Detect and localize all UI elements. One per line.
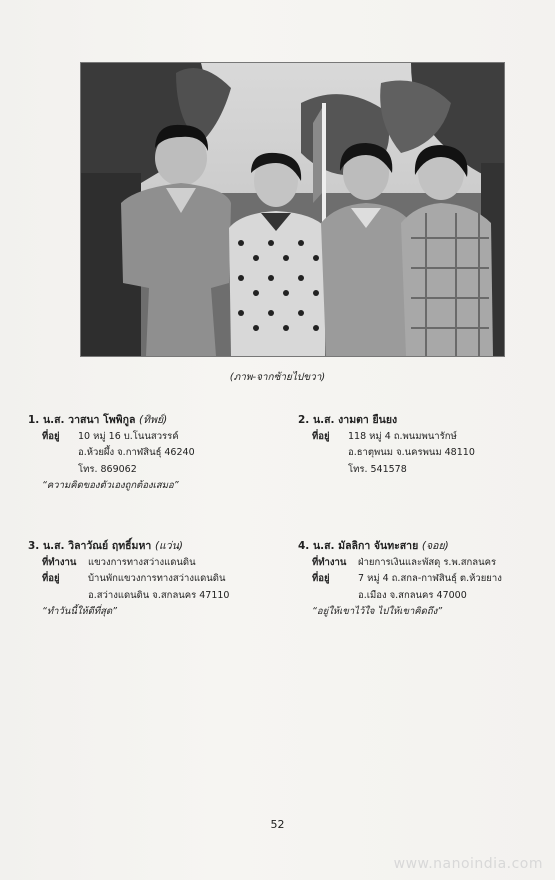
entry-1 [28,412,278,495]
entry-3-name: น.ส. วิลาวัณย์ ฤทธิ์มหา [42,540,152,552]
entry-4-nickname: (จอย) [421,540,449,552]
address-label: ที่อยู่ [42,573,60,584]
entry-2-name: น.ส. งามตา ยืนยง [312,414,398,426]
address-text: บ้านพักแขวงการทางสว่างแดนดิน [88,573,226,584]
work-label: ที่ทำงาน [42,556,77,568]
entry-1-phone: โทร. 869062 [78,463,137,475]
work-label: ที่ทำงาน [312,556,347,568]
entry-3 [28,538,288,621]
entry-2-header [298,412,538,429]
address-label: ที่อยู่ [42,430,60,442]
entry-3-nickname: (แว่น) [154,540,183,552]
entry-3-work [28,555,288,572]
address-text: 118 หมู่ 4 ถ.พนมพนารักษ์ [348,430,457,442]
entry-4-address-line-2: อ.เมือง จ.สกลนคร 47000 [358,589,467,601]
watermark: www.nanoindia.com [393,856,543,872]
entry-1-name: น.ส. วาสนา โพพิกูล [42,414,136,426]
address-label: ที่อยู่ [312,430,330,442]
work-text: แขวงการทางสว่างแดนดิน [88,556,196,568]
entry-1-address-line-1 [28,429,278,446]
entry-4 [298,538,548,621]
address-label: ที่อยู่ [312,573,330,584]
entry-4-address-line-1 [298,571,548,588]
entry-1-address-line-2: อ.ห้วยผึ้ง จ.กาฬสินธุ์ 46240 [78,447,195,458]
page-number: 52 [270,818,285,831]
address-text: 10 หมู่ 16 บ.โนนสวรรค์ [78,430,179,442]
entry-2-address-line-1 [298,429,538,446]
work-text: ฝ่ายการเงินและพัสดุ ร.พ.สกลนคร [358,556,497,568]
address-text: 7 หมู่ 4 ถ.สกล-กาฬสินธุ์ ต.ห้วยยาง [358,573,502,584]
entry-2 [298,412,538,478]
entry-3-address-line-2: อ.สว่างแดนดิน จ.สกลนคร 47110 [88,589,230,601]
entry-3-motto: “ทำวันนี้ให้ดีที่สุด” [42,606,118,617]
entry-4-header [298,538,548,555]
entry-1-nickname: (ทิพย์) [139,414,168,426]
entry-4-number: 4. [298,540,310,552]
entry-3-number: 3. [28,540,40,552]
entry-2-phone: โทร. 541578 [348,463,407,475]
entry-4-motto: “อยู่ให้เขาไว้ใจ ไปให้เขาคิดถึง” [312,606,443,617]
entry-1-number: 1. [28,414,40,426]
entry-1-header [28,412,278,429]
group-photo [80,62,505,357]
entry-1-motto: “ความคิดของตัวเองถูกต้องเสมอ” [42,480,179,491]
entry-3-address-line-1 [28,571,288,588]
entry-2-number: 2. [298,414,310,426]
entry-2-address-line-2: อ.ธาตุพนม จ.นครพนม 48110 [348,447,475,458]
entry-4-name: น.ส. มัลลิกา จันทะสาย [312,540,419,552]
entry-4-work [298,555,548,572]
photo-caption: (ภาพ-จากซ้ายไปขวา) [229,372,326,383]
entry-3-header [28,538,288,555]
